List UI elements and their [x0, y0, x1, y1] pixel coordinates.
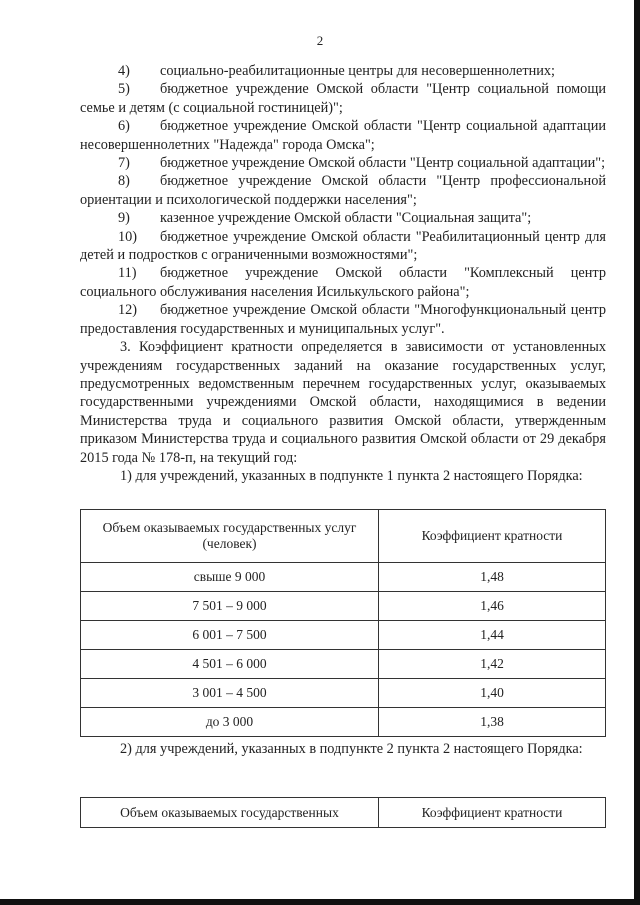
- list-item: 10) бюджетное учреждение Омской области "Реабилитационный центр для детей и подростков с ограниченными возможностями";: [80, 228, 606, 264]
- list-item: 5) бюджетное учреждение Омской области "Центр социальной помощи семье и детям (с социальной гостиницей)";: [80, 81, 606, 116]
- table-cell-range: до 3 000: [81, 708, 379, 737]
- table-cell-range: 4 501 – 6 000: [81, 650, 379, 679]
- subparagraph-1: 1) для учреждений, указанных в подпункте 1 пункта 2 настоящего Порядка:: [120, 467, 583, 484]
- table-row: [81, 679, 606, 708]
- document-body: [80, 62, 606, 485]
- scan-edge-right: [634, 0, 640, 905]
- table-cell-range: 6 001 – 7 500: [81, 621, 379, 650]
- table-cell-coef: 1,44: [379, 621, 606, 650]
- list-item: 11) бюджетное учреждение Омской области "Комплексный центр социального обслуживания населения Исилькульского района";: [80, 265, 606, 300]
- list-item: 8) бюджетное учреждение Омской области "Центр профессиональной ориентации и психологической поддержки населения";: [80, 173, 606, 208]
- table-cell-range: 3 001 – 4 500: [81, 679, 379, 708]
- table-cell-coef: 1,38: [379, 708, 606, 737]
- table-cell-coef: 1,42: [379, 650, 606, 679]
- table-row: [81, 650, 606, 679]
- coefficient-table-1: [80, 509, 606, 737]
- table-header-coefficient: Коэффициент кратности: [379, 510, 606, 563]
- list-item: 12) бюджетное учреждение Омской области "Многофункциональный центр предоставления государственных и муниципальных услуг".: [80, 302, 606, 337]
- table-cell-range: свыше 9 000: [81, 563, 379, 592]
- list-item: 9) казенное учреждение Омской области "Социальная защита";: [118, 210, 532, 227]
- table-header-coefficient: Коэффициент кратности: [379, 798, 606, 828]
- table-cell-coef: 1,46: [379, 592, 606, 621]
- table-row: [81, 621, 606, 650]
- page-number: 2: [316, 33, 324, 48]
- list-item: 6) бюджетное учреждение Омской области "Центр социальной адаптации несовершеннолетних "Надежда" города Омска";: [80, 118, 606, 153]
- table-cell-coef: 1,40: [379, 679, 606, 708]
- table-header-volume: Объем оказываемых государственных услуг (человек): [81, 510, 379, 563]
- list-item: 4) социально-реабилитационные центры для несовершеннолетних;: [118, 63, 555, 79]
- table-row: [81, 708, 606, 737]
- list-item: 7) бюджетное учреждение Омской области "Центр социальной адаптации";: [118, 155, 606, 172]
- coefficient-table-2: [80, 797, 606, 828]
- table-row: [81, 592, 606, 621]
- table-cell-coef: 1,48: [379, 563, 606, 592]
- scan-edge-bottom: [0, 899, 640, 905]
- paragraph-3: 3. Коэффициент кратности определяется в зависимости от установленных учреждениям государственных заданий на оказание государственных услуг, предусмотренных ведомственным перечнем государственных услуг, оказываемых государственными учреждениями Омской области, находящимися в ведении Министерства труда и социального развития Омской области, утвержденным приказом Министерства труда и социального развития Омской области от 29 декабря 2015 года № 178-п, на текущий год:: [80, 339, 606, 466]
- table-cell-range: 7 501 – 9 000: [81, 592, 379, 621]
- table-row: [81, 563, 606, 592]
- subparagraph-2: 2) для учреждений, указанных в подпункте 2 пункта 2 настоящего Порядка:: [120, 741, 583, 757]
- table-header-volume: Объем оказываемых государственных: [81, 798, 379, 828]
